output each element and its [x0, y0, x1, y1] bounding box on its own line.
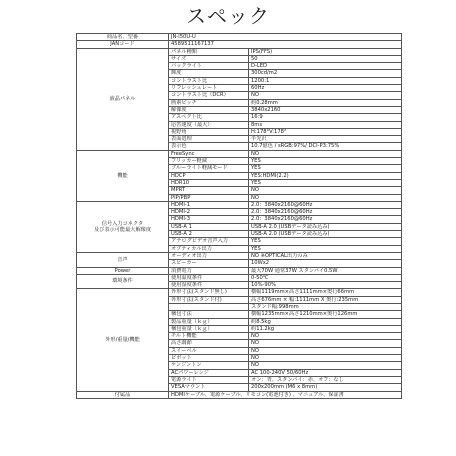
spec-value: 300cd/m2 [249, 70, 402, 77]
spec-value: YES:HDMI(2.2) [249, 172, 402, 179]
spec-value: NO [249, 340, 402, 347]
spec-key: VESAマウント [169, 384, 249, 391]
spec-key: 高さ調節 [169, 340, 249, 347]
spec-value: 16:9 [249, 114, 402, 121]
spec-key: MPRT [169, 187, 249, 194]
spec-key: サイズ [169, 55, 249, 62]
spec-key: 視野角 [169, 128, 249, 135]
spec-group-name: 音声 [77, 252, 169, 267]
spec-value: 10%-90% [249, 282, 402, 289]
spec-key: HDR10 [169, 179, 249, 186]
spec-key: リフレッシュレート [169, 85, 249, 92]
spec-value: スタンド幅:998mm [249, 303, 402, 310]
spec-key: 外形寸法(スタンド無し) [169, 289, 249, 296]
spec-value: 約11.2kg [249, 325, 402, 332]
table-row [77, 267, 402, 274]
spec-key: USB-A 2 [169, 231, 249, 238]
spec-value: 4589511167137 [169, 41, 402, 48]
spec-value: 0-50℃ [249, 274, 402, 281]
spec-key: USB-A 1 [169, 223, 249, 230]
spec-value: YES [249, 158, 402, 165]
spec-key: 梱包寸法 [169, 311, 249, 318]
spec-key: HDMI-1 [169, 201, 249, 208]
spec-key: バックライト [169, 63, 249, 70]
spec-table [76, 33, 402, 399]
spec-value: 200x200mm (M6 x 8mm) [249, 384, 402, 391]
spec-value: 10Wx2 [249, 260, 402, 267]
spec-group-name: 付属品 [77, 391, 169, 398]
spec-value: 8ms [249, 121, 402, 128]
spec-sheet [76, 33, 401, 399]
spec-value: 高さ676mm × 幅:1111mm X 奥行:235mm [249, 296, 402, 303]
spec-value: 10.7億色 / sRGB:97%/ DCI-P3:75% [249, 143, 402, 150]
spec-value: 50 [249, 55, 402, 62]
spec-value: USB-A 2.0 (USBデータ読み込み) [249, 223, 402, 230]
spec-label: 商品名、型番 [77, 34, 169, 41]
spec-value: YES [249, 238, 402, 245]
spec-key: 製品重量（ｋｇ） [169, 318, 249, 325]
spec-key: 輝度 [169, 70, 249, 77]
spec-value: オン：青、スタンバイ：赤、オフ：なし [249, 376, 402, 383]
spec-key: オーディオ出力 [169, 252, 249, 259]
spec-value: JN-i50U-U [169, 34, 402, 41]
table-row [77, 48, 402, 55]
spec-key: スイーベル [169, 347, 249, 354]
spec-key: PIP/PBP [169, 194, 249, 201]
page-title: スペック [186, 4, 270, 28]
table-row [77, 391, 402, 398]
spec-value: NO [249, 194, 402, 201]
spec-key: ピボット [169, 355, 249, 362]
spec-label: JANコード [77, 41, 169, 48]
spec-value: YES [249, 179, 402, 186]
spec-value: NO [249, 187, 402, 194]
spec-key: 表面処理 [169, 136, 249, 143]
spec-value: 60Hz [249, 85, 402, 92]
spec-value: 半光沢 [249, 136, 402, 143]
spec-value: NO [249, 347, 402, 354]
spec-key: フリッカー軽減 [169, 158, 249, 165]
spec-value: IPS(FFS) [249, 48, 402, 55]
spec-key: コントラスト比（DCR） [169, 92, 249, 99]
spec-key: アスペクト比 [169, 114, 249, 121]
spec-value: NO [249, 362, 402, 369]
spec-group-name: 信号入力コネクタ 及び表示可能最大解像度 [77, 201, 169, 252]
spec-value: NO [249, 355, 402, 362]
spec-value: D-LED [249, 63, 402, 70]
spec-group-name: 外形/重量/機能 [77, 289, 169, 391]
spec-key: 使用温度条件 [169, 274, 249, 281]
spec-value: 約0.28mm [249, 99, 402, 106]
spec-value: 約8.5kg [249, 318, 402, 325]
spec-value: NO [249, 150, 402, 157]
spec-key: 解像度 [169, 106, 249, 113]
spec-value: 2.0：3840x2160@60Hz [249, 201, 402, 208]
table-row [77, 150, 402, 157]
spec-key: 応答速度（最大） [169, 121, 249, 128]
spec-value: 2.0：3840x2160@60Hz [249, 209, 402, 216]
spec-key: オプティカル出力 [169, 245, 249, 252]
spec-value: AC 100-240V 50/60Hz [249, 369, 402, 376]
table-row [77, 34, 402, 41]
spec-key [169, 303, 249, 310]
spec-value: 横幅1235mm×高さ1210mm×奥行126mm [249, 311, 402, 318]
spec-key: HDMI-2 [169, 209, 249, 216]
spec-group-name: Power [77, 267, 169, 274]
spec-key: 外形寸法(スタンド付) [169, 296, 249, 303]
table-row [77, 252, 402, 259]
spec-key: 画素ピッチ [169, 99, 249, 106]
spec-value: 最大70W 通常37W スタンバイ0.5W [249, 267, 402, 274]
spec-key: HDCP [169, 172, 249, 179]
spec-key: 表示色 [169, 143, 249, 150]
spec-value: USB-A 2.0 (USBデータ読み込み) [249, 231, 402, 238]
table-row [77, 201, 402, 208]
spec-group-name: 機能 [77, 150, 169, 201]
spec-key: 電源ライト [169, 376, 249, 383]
spec-value: HDMIケーブル、電源ケーブル、リモコン(電池付き) 、マニュアル、保証書 [169, 391, 402, 398]
spec-key: 消費電力 [169, 267, 249, 274]
spec-key: FreeSync [169, 150, 249, 157]
spec-key: 使用湿度条件 [169, 282, 249, 289]
table-row [77, 274, 402, 281]
spec-key: ケンジントン [169, 362, 249, 369]
spec-key: アナログビデオ音声入力 [169, 238, 249, 245]
spec-value: NO [249, 333, 402, 340]
spec-key: ブルーライト軽減モード [169, 165, 249, 172]
spec-value: 2.0：3840x2160@60Hz [249, 216, 402, 223]
table-row [77, 41, 402, 48]
spec-value: 3840x2160 [249, 106, 402, 113]
spec-key: チルト機能 [169, 333, 249, 340]
spec-value: NO [249, 92, 402, 99]
table-row [77, 289, 402, 296]
spec-value: YES [249, 165, 402, 172]
spec-key: ACパワーレンジ [169, 369, 249, 376]
spec-value: YES [249, 245, 402, 252]
spec-group-name: 環境条件 [77, 274, 169, 289]
spec-key: スピーカー [169, 260, 249, 267]
spec-value: 横幅1119mm×高さ1111mm×奥行66mm [249, 289, 402, 296]
spec-group-name: 液晶パネル [77, 48, 169, 150]
spec-value: H:178°V:178° [249, 128, 402, 135]
spec-value: 1200:1 [249, 77, 402, 84]
spec-key: コントラスト比 [169, 77, 249, 84]
spec-key: 梱包重量（ｋｇ） [169, 325, 249, 332]
spec-key: パネル種類 [169, 48, 249, 55]
spec-value: NO ※OPTICAL出力のみ [249, 252, 402, 259]
spec-key: HDMI-3 [169, 216, 249, 223]
